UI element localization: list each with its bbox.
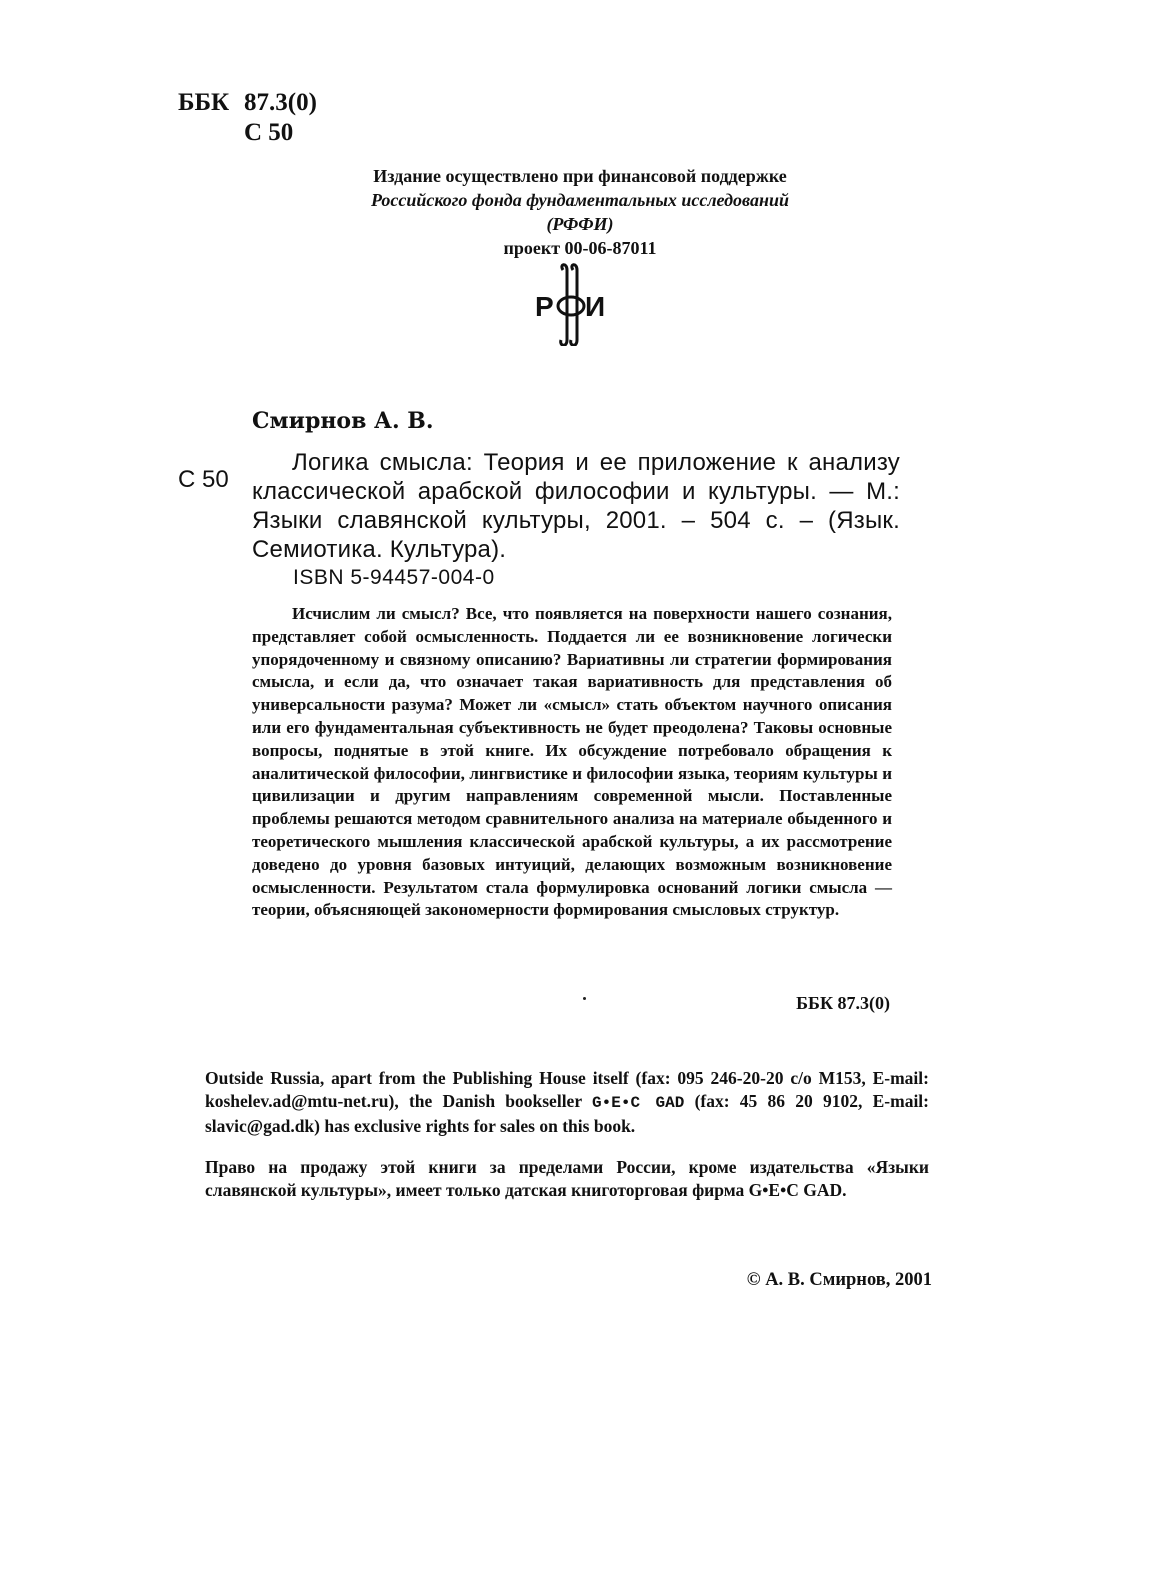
rights-en-part-3: (fax: 45 86 20 9102, E-mail: slavic@gad.dk) has exclusive rights for sales on this book. bbox=[205, 1091, 930, 1136]
rights-en-part-1: Outside Russia, apart from the Publishing House itself (fax: 095 246-20-20 c/o M153, E-mail: koshelev.ad@mtu-net.ru), the Danish bookseller bbox=[205, 1068, 929, 1111]
bbk-footer-code: ББК 87.3(0) bbox=[796, 993, 890, 1013]
funding-project-number: проект 00-06-87011 bbox=[503, 238, 657, 258]
bibliographic-description: Логика смысла: Теория и ее приложение к анализу классической арабской философии и культуры. — М.: Языки славянской культуры, 2001. – 504 с. – (Язык. Семиотика. Культура). bbox=[252, 449, 900, 563]
book-abstract: Исчислим ли смысл? Все, что появляется на поверхности нашего сознания, представляет собой осмысленность. Поддается ли ее возникновение логически упорядоченному и связному описанию? Вариативны ли стратегии формирования смысла, и если да, что означает такая вариативность для представления об универсальности разума? Может ли «смысл» стать объектом научного описания или его фундаментальная субъективность не будет преодолена? Таковы основные вопросы, поднятые в этой книге. Их обсуждение потребовало обращения к аналитической философии, лингвистике и философии языка, теориям культуры и цивилизации и другим направлениям современной мысли. Поставленные проблемы решаются методом сравнительного анализа на материале обыденного и теоретического мышления классической арабской культуры, а их рассмотрение доведено до уровня базовых интуиций, делающих возможным возникновение осмысленности. Результатом стала формулировка оснований логики смысла — теории, объясняющей закономерности формирования смысловых структур. bbox=[252, 604, 892, 920]
logo-letter-i: И bbox=[585, 291, 606, 322]
rights-en-bookseller: G•E•C GAD bbox=[592, 1094, 685, 1112]
logo-letter-r: Р bbox=[535, 291, 554, 322]
print-speck bbox=[583, 997, 586, 1000]
bbk-code: 87.3(0) bbox=[244, 89, 317, 116]
funding-notice bbox=[280, 164, 880, 260]
rights-notice-russian: Право на продажу этой книги за пределами России, кроме издательства «Языки славянской культуры», имеет только датская книготорговая фирма G•E•C GAD. bbox=[205, 1157, 929, 1200]
bbk-label: ББК bbox=[178, 89, 230, 116]
rffi-logo-icon bbox=[533, 262, 609, 346]
funding-line-1: Издание осуществлено при финансовой поддержке bbox=[373, 166, 787, 186]
funding-line-3: (РФФИ) bbox=[546, 214, 614, 234]
funding-line-2: Российского фонда фундаментальных исследований bbox=[371, 190, 789, 210]
author-mark-left: С 50 bbox=[178, 466, 229, 493]
book-author: Смирнов А. В. bbox=[252, 408, 434, 434]
author-mark: С 50 bbox=[244, 119, 294, 146]
bbk-classification bbox=[178, 88, 317, 148]
copyright-line: © А. В. Смирнов, 2001 bbox=[746, 1270, 932, 1290]
rights-notice-english bbox=[205, 1067, 929, 1138]
isbn: ISBN 5-94457-004-0 bbox=[293, 566, 495, 589]
